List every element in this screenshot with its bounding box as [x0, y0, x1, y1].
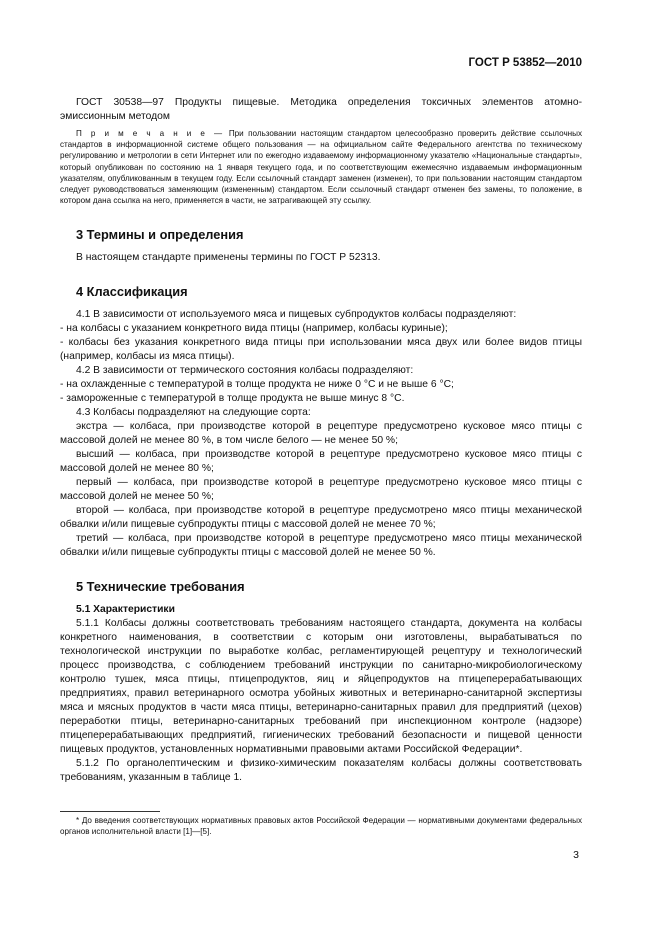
grade-second: второй — колбаса, при производстве которой в рецептуре предусмотрено мясо птицы механической обвалки и/или пищевые субпродукты птицы с массовой долей не менее 70 %; [60, 505, 582, 531]
clause-4-1-item-a: - на колбасы с указанием конкретного вида птицы (например, колбасы куриные); [60, 323, 448, 335]
grade-highest: высший — колбаса, при производстве которой в рецептуре предусмотрено кусковое мясо птицы с массовой долей не менее 80 %; [60, 449, 582, 475]
document-header: ГОСТ Р 53852—2010 [468, 57, 582, 69]
clause-4-3: 4.3 Колбасы подразделяют на следующие сорта: [76, 407, 311, 419]
page-content [60, 96, 582, 785]
clause-4-2: 4.2 В зависимости от термического состояния колбасы подразделяют: [76, 365, 414, 377]
page-number: 3 [573, 849, 579, 861]
grade-extra: экстра — колбаса, при производстве которой в рецептуре предусмотрено кусковое мясо птицы с массовой долей не менее 80 %, в том числе белого — не менее 50 %; [60, 421, 582, 447]
subsection-5-1-title: 5.1 Характеристики [76, 604, 175, 616]
section-5-title: 5 Технические требования [76, 579, 245, 595]
grade-third: третий — колбаса, при производстве которой в рецептуре предусмотрено мясо птицы механической обвалки и/или пищевые субпродукты птицы с массовой долей не менее 50 %. [60, 533, 582, 559]
clause-4-1-item-b: - колбасы без указания конкретного вида птицы при использовании мяса двух или более видов птицы (например, колбасы из мяса птицы). [60, 337, 582, 363]
section-4-title: 4 Классификация [76, 284, 188, 300]
grade-first: первый — колбаса, при производстве которой в рецептуре предусмотрено кусковое мясо птицы с массовой долей не менее 50 %; [60, 477, 582, 503]
section-3-title: 3 Термины и определения [76, 227, 244, 243]
footnote: * До введения соответствующих нормативных правовых актов Российской Федерации — нормативными документами федеральных органов исполнительной власти [1]—[5]. [60, 816, 582, 837]
clause-4-2-item-a: - на охлажденные с температурой в толще продукта не ниже 0 °С и не выше 6 °С; [60, 379, 454, 391]
note [60, 128, 582, 206]
clause-4-1: 4.1 В зависимости от используемого мяса и пищевых субпродуктов колбасы подразделяют: [76, 309, 517, 321]
section-3-text: В настоящем стандарте применены термины по ГОСТ Р 52313. [76, 252, 381, 264]
normative-reference: ГОСТ 30538—97 Продукты пищевые. Методика определения токсичных элементов атомно-эмиссионным методом [60, 97, 582, 122]
clause-5-1-1: 5.1.1 Колбасы должны соответствовать требованиям настоящего стандарта, документа на колбасы конкретного наименования, в соответствии с которым они изготовлены, вырабатываться по технологической инструкции по выработке колбас, регламентирующей рецептуру и технологический процесс производства, с соблюдением требований инструкции по санитарно-микробиологическому контролю тушек, мяса птицы, птицепродуктов, яиц и яйцепродуктов на птицеперерабатывающих предприятиях, правил ветеринарного осмотра убойных животных и ветеринарно-санитарной экспертизы мяса и мясных продуктов в части мяса птицы, ветеринарно-санитарных правил для предприятий (цехов) переработки птицы, ветеринарно-санитарных требований при инспекционном контроле (надзоре) птицеперерабатывающих предприятий, гигиенических требований безопасности и пищевой ценности пищевых продуктов, установленных нормативными правовыми актами Российской Федерации*. [60, 618, 582, 756]
note-text: При пользовании настоящим стандартом целесообразно проверить действие ссылочных стандартов в информационной системе общего пользования — на официальном сайте Федерального агентства по техническому регулированию и метрологии в сети Интернет или по ежегодно издаваемому информационному указателю «Национальные стандарты», который опубликован по состоянию на 1 января текущего года, и по соответствующим ежемесячно издаваемым информационным указателям, опубликованным в текущем году. Если ссылочный стандарт заменен (изменен), то при пользовании настоящим стандартом следует руководствоваться заменяющим (измененным) стандартом. Если ссылочный стандарт отменен без замены, то положение, в котором дана ссылка на него, применяется в части, не затрагивающей эту ссылку. [60, 129, 582, 206]
footnote-divider [60, 811, 160, 812]
clause-4-2-item-b: - замороженные с температурой в толще продукта не выше минус 8 °С. [60, 393, 405, 405]
note-label: П р и м е ч а н и е — [76, 129, 225, 138]
clause-5-1-2: 5.1.2 По органолептическим и физико-химическим показателям колбасы должны соответствовать требованиям, указанным в таблице 1. [60, 758, 582, 784]
